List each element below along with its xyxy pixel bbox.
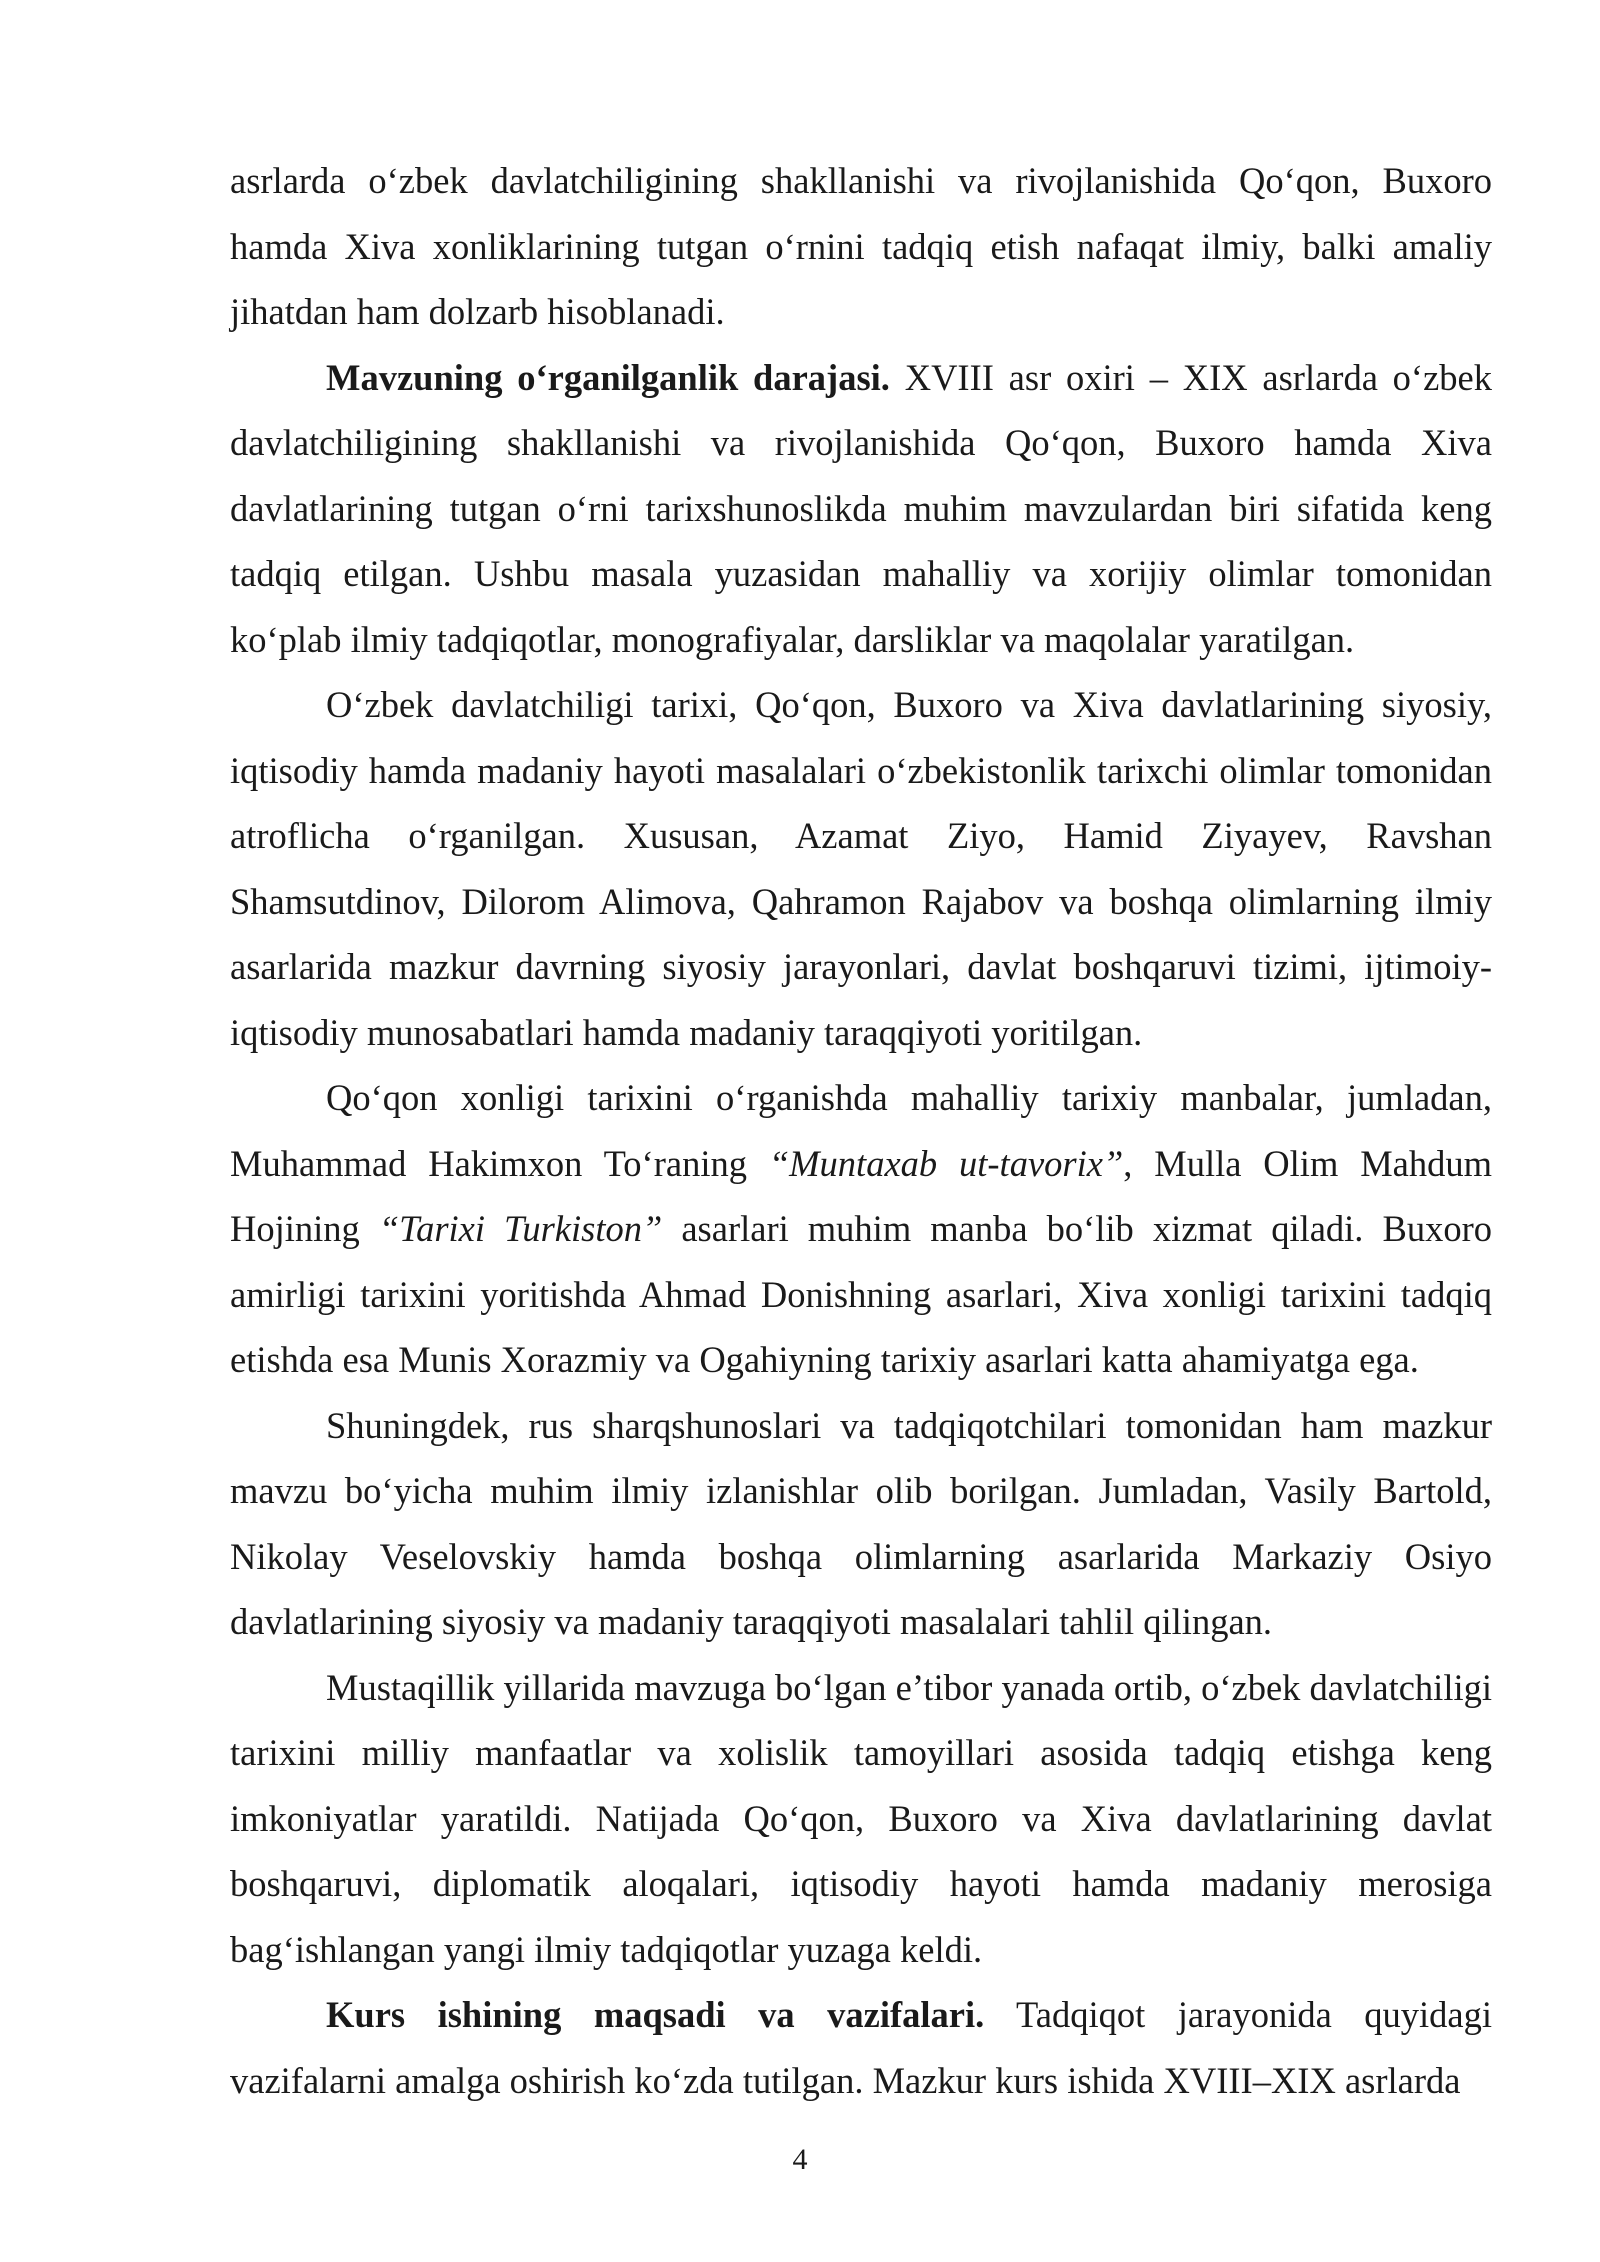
paragraph-text: Tadqiqot jarayonida quyidagi vazifalarni amalga oshirish ko‘zda tutilgan. Mazkur kurs ishida XVIII–XIX asrlarda bbox=[230, 1994, 1493, 2101]
paragraph-local-sources bbox=[230, 1065, 1492, 1393]
section-heading-study-level: Mavzuning o‘rganilganlik darajasi. bbox=[326, 356, 890, 398]
paragraph-text-part: Qo‘qon xonligi tarixini o‘rganishda mahalliy tarixiy manbalar, jumladan, Muhammad Hakimxon To‘raning bbox=[230, 1077, 1492, 1184]
paragraph-text: XVIII asr oxiri – XIX asrlarda o‘zbek davlatchiligining shakllanishi va rivojlanishida Qo‘qon, Buxoro hamda Xiva davlatlarining tutgan o‘rni tarixshunoslikda muhim mavzulardan biri sifatida keng tadqiq etilgan. Ushbu masala yuzasidan mahalliy va xorijiy olimlar tomonidan ko‘plab ilmiy tadqiqotlar, monografiyalar, darsliklar va maqolalar yaratilgan. bbox=[230, 356, 1492, 660]
paragraph-text: O‘zbek davlatchiligi tarixi, Qo‘qon, Buxoro va Xiva davlatlarining siyosiy, iqtisodiy hamda madaniy hayoti masalalari o‘zbekistonlik tarixchi olimlar tomonidan atroflicha o‘rganilgan. Xususan, Azamat Ziyo, Hamid Ziyayev, Ravshan Shamsutdinov, Dilorom Alimova, Qahramon Rajabov va boshqa olimlarning ilmiy asarlarida mazkur davrning siyosiy jarayonlari, davlat boshqaruvi tizimi, ijtimoiy-iqtisodiy munosabatlari hamda madaniy taraqqiyoti yoritilgan. bbox=[230, 684, 1492, 1053]
paragraph-russian-orientalists bbox=[230, 1393, 1492, 1655]
document-page bbox=[230, 148, 1492, 2113]
page-number: 4 bbox=[792, 2143, 808, 2176]
paragraph-independence-years bbox=[230, 1655, 1492, 1983]
paragraph-uzbek-historians bbox=[230, 672, 1492, 1065]
paragraph-text-part: , Mulla Olim Mahdum Hojining bbox=[230, 1142, 1493, 1249]
section-heading-goals-tasks: Kurs ishining maqsadi va vazifalari. bbox=[326, 1994, 985, 2035]
paragraph-text-part: asarlari muhim manba bo‘lib xizmat qiladi. Buxoro amirligi tarixini yoritishda Ahmad Donishning asarlari, Xiva xonligi tarixini tadqiq etishda esa Munis Xorazmiy va Ogahiyning tarixiy asarlari katta ahamiyatga ega. bbox=[230, 1208, 1492, 1380]
paragraph-text: asrlarda o‘zbek davlatchiligining shakllanishi va rivojlanishida Qo‘qon, Buxoro hamda Xiva xonliklarining tutgan o‘rnini tadqiq etish nafaqat ilmiy, balki amaliy jihatdan ham dolzarb hisoblanadi. bbox=[230, 160, 1492, 332]
paragraph-goals-tasks bbox=[230, 1982, 1492, 2113]
paragraph-intro-continuation bbox=[230, 148, 1492, 345]
book-title-muntaxab: “Muntaxab ut-tavorix” bbox=[768, 1142, 1124, 1184]
book-title-tarixi-turkiston: “Tarixi Turkiston” bbox=[378, 1208, 663, 1249]
paragraph-text: Mustaqillik yillarida mavzuga bo‘lgan e’tibor yanada ortib, o‘zbek davlatchiligi tarixini milliy manfaatlar va xolislik tamoyillari asosida tadqiq etishga keng imkoniyatlar yaratildi. Natijada Qo‘qon, Buxoro va Xiva davlatlarining davlat boshqaruvi, diplomatik aloqalari, iqtisodiy hayoti hamda madaniy merosiga bag‘ishlangan yangi ilmiy tadqiqotlar yuzaga keldi. bbox=[230, 1666, 1492, 1970]
paragraph-text: Shuningdek, rus sharqshunoslari va tadqiqotchilari tomonidan ham mazkur mavzu bo‘yicha muhim ilmiy izlanishlar olib borilgan. Jumladan, Vasily Bartold, Nikolay Veselovskiy hamda boshqa olimlarning asarlarida Markaziy Osiyo davlatlarining siyosiy va madaniy taraqqiyoti masalalari tahlil qilingan. bbox=[230, 1404, 1492, 1642]
paragraph-study-level bbox=[230, 345, 1492, 673]
